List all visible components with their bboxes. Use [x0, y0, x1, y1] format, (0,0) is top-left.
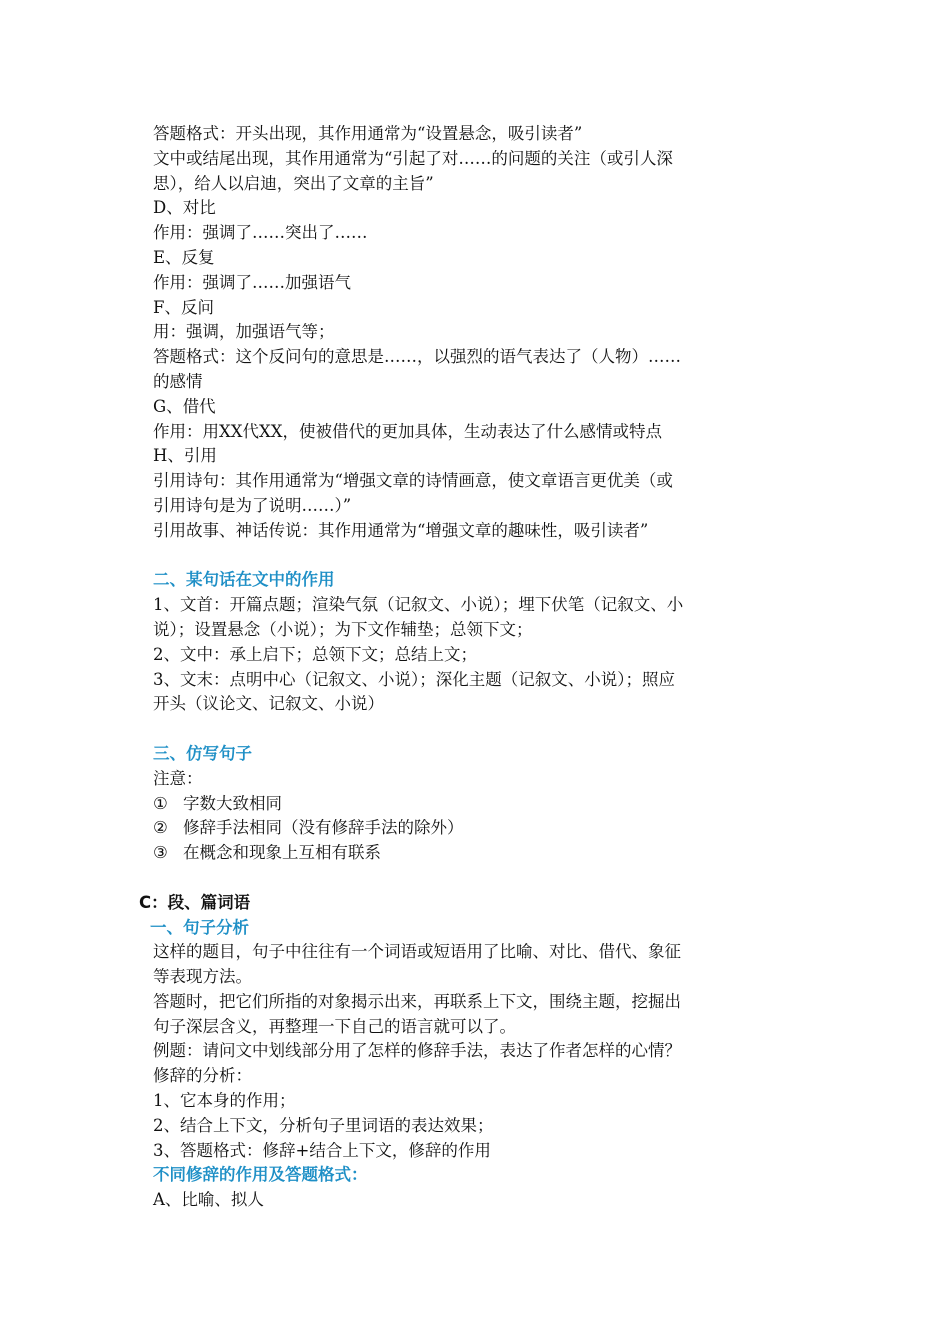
text-line: 开头（议论文、记叙文、小说） [153, 694, 384, 714]
text-line: 2、结合上下文，分析句子里词语的表达效果； [153, 1115, 494, 1135]
list-item-text: 在概念和现象上互相有联系 [183, 843, 381, 863]
text-line: 注意： [153, 768, 203, 788]
list-item-text: 字数大致相同 [183, 793, 282, 813]
text-line: 这样的题目，句子中往往有一个词语或短语用了比喻、对比、借代、象征 [153, 942, 681, 962]
section-heading: 二、某句话在文中的作用 [153, 570, 335, 590]
text-line: 引用故事、神话传说：其作用通常为“增强文章的趣味性，吸引读者” [153, 520, 649, 540]
list-item [153, 841, 803, 866]
text-line: 3、答题格式：修辞+结合上下文，修辞的作用 [153, 1140, 491, 1160]
text-line: H、引用 [153, 446, 217, 466]
text-line: 答题时，把它们所指的对象揭示出来，再联系上下文，围绕主题，挖掘出 [153, 991, 681, 1011]
blank-line [153, 717, 803, 742]
list-marker: ③ [153, 843, 168, 863]
text-line: A、比喻、拟人 [153, 1190, 264, 1210]
text-line: 思），给人以启迪，突出了文章的主旨” [153, 173, 434, 193]
document-body [139, 122, 803, 1213]
list-marker: ① [153, 793, 168, 813]
text-line: E、反复 [153, 247, 215, 267]
list-marker: ② [153, 818, 168, 838]
list-item [153, 816, 803, 841]
text-line: 等表现方法。 [153, 967, 252, 987]
text-line: 句子深层含义，再整理一下自己的语言就可以了。 [153, 1016, 516, 1036]
section-heading: 三、仿写句子 [153, 743, 252, 763]
text-line: 的感情 [153, 371, 203, 391]
text-line: 1、它本身的作用； [153, 1091, 296, 1111]
text-line: D、对比 [153, 198, 216, 218]
text-line: 说）；设置悬念（小说）；为下文作辅垫；总领下文； [153, 619, 533, 639]
text-line: 答题格式：开头出现，其作用通常为“设置悬念，吸引读者” [153, 124, 583, 143]
text-line: 1、文首：开篇点题；渲染气氛（记叙文、小说）；埋下伏笔（记叙文、小 [153, 595, 684, 615]
list-item-text: 修辞手法相同（没有修辞手法的除外） [183, 818, 464, 838]
text-line: 引用诗句：其作用通常为“增强文章的诗情画意，使文章语言更优美（或 [153, 471, 673, 491]
text-line: G、借代 [153, 396, 216, 416]
text-line: 答题格式：这个反问句的意思是……，以强烈的语气表达了（人物）…… [153, 347, 681, 367]
text-line: 例题：请问文中划线部分用了怎样的修辞手法，表达了作者怎样的心情？ [153, 1041, 681, 1061]
text-line: 修辞的分析： [153, 1066, 252, 1086]
text-line: 作用：强调了……加强语气 [153, 272, 351, 292]
list-item [153, 792, 803, 817]
text-line: F、反问 [153, 297, 214, 317]
section-heading: 一、句子分析 [150, 917, 249, 937]
text-line: 作用：用XX代XX，使被借代的更加具体，生动表达了什么感情或特点 [153, 421, 662, 441]
blank-line [153, 866, 803, 891]
text-line: 用：强调，加强语气等； [153, 322, 335, 342]
text-line: 作用：强调了……突出了…… [153, 223, 368, 243]
section-heading: 不同修辞的作用及答题格式： [153, 1165, 368, 1185]
text-line: 2、文中：承上启下；总领下文；总结上文； [153, 644, 477, 664]
text-line: 3、文末：点明中心（记叙文、小说）；深化主题（记叙文、小说）；照应 [153, 669, 675, 689]
blank-line [153, 544, 803, 569]
text-line: 引用诗句是为了说明……）” [153, 495, 352, 515]
section-title: C：段、篇词语 [139, 892, 251, 912]
text-line: 文中或结尾出现，其作用通常为“引起了对……的问题的关注（或引人深 [153, 148, 673, 168]
